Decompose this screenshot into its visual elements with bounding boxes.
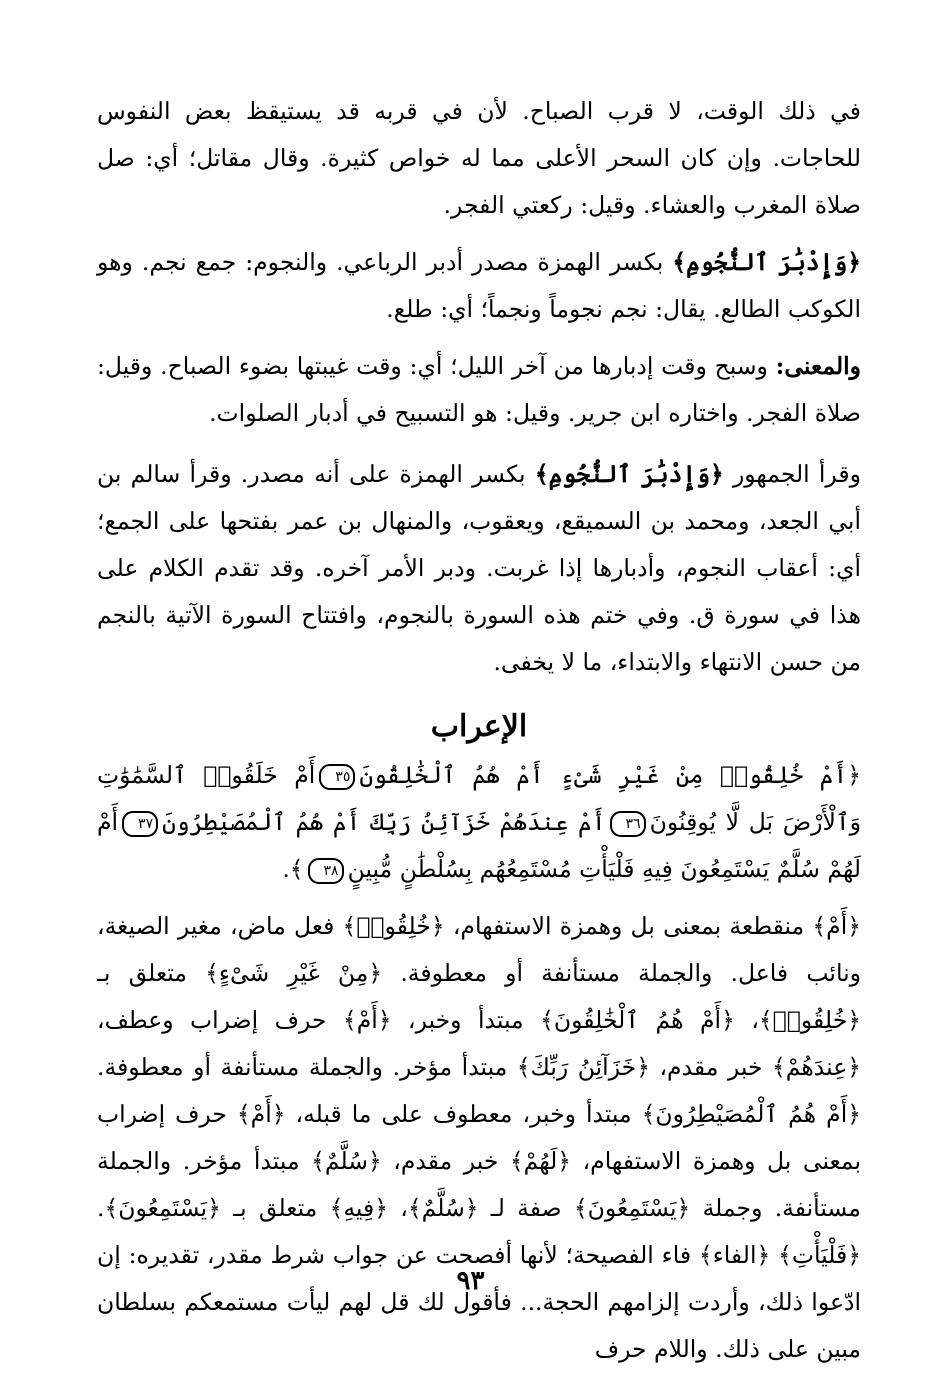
paragraph-readings [97,451,861,686]
paragraph-text: وسبح وقت إدبارها من آخر الليل؛ أي: وقت غيبتها بضوء الصباح. وقيل: صلاة الفجر. واختاره ابن جرير. وقيل: هو التسبيح في أدبار الصلوات. [97,352,861,427]
paragraph-text: بكسر الهمزة مصدر أدبر الرباعي. والنجوم: جمع نجم. وهو الكوكب الطالع. يقال: نجم نجوماً ونجماً؛ أي: طلع. [97,248,861,323]
quran-quote: ﴿وَإِدْبَٰرَ ٱلنُّجُومِ﴾ [672,248,861,276]
quran-closing-bracket: ﴾. [282,855,304,883]
paragraph-meaning [97,343,861,437]
paragraph-idbar-reading [97,239,861,333]
quran-verses [97,752,861,893]
ayah-number-marker: ٣٥ [319,764,355,790]
section-heading: الإعراب [430,709,528,744]
quran-verse-37: أَمْ عِندَهُمْ خَزَآئِنُ رَبِّكَ أَمْ هُمُ ٱلْمُصَيْطِرُونَ [162,808,606,836]
ayah-number-marker: ٣٦ [610,811,646,837]
ayah-number-marker: ٣٨ [308,858,344,884]
ayah-number-marker: ٣٧ [122,811,158,837]
paragraph-time-explanation: في ذلك الوقت، لا قرب الصباح. لأن في قربه قد يستيقظ بعض النفوس للحاجات. وإن كان السحر الأعلى مما له خواص كثيرة. وقال مقاتل؛ أي: صل صلاة المغرب والعشاء. وقيل: ركعتي الفجر. [97,97,861,219]
page-number: ٩٣ [456,1266,485,1296]
quran-verse-36: أَمْ خَلَقُوا۟ ٱلسَّمَٰوَٰتِ وَٱلْأَرْضَ بَل لَّا يُوقِنُونَ [97,761,861,836]
meaning-label: والمعنى: [775,352,861,380]
paragraph-text: بكسر الهمزة على أنه مصدر. وقرأ سالم بن أبي الجعد، ومحمد بن السميقع، ويعقوب، والمنهال بن عمر بفتحها على الجمع؛ أي: أعقاب النجوم، وأدبارها إذا غربت. ودبر الأمر آخره. وقد تقدم الكلام على هذا في سورة ق. وفي ختم هذه السورة بالنجوم، وافتتاح السورة الآتية بالنجم من حسن الانتهاء والابتداء، ما لا يخفى. [97,460,861,676]
quran-verse-38: أَمْ لَهُمْ سُلَّمٌ يَسْتَمِعُونَ فِيهِ فَلْيَأْتِ مُسْتَمِعُهُم بِسُلْطَٰنٍ مُّبِينٍ [97,808,861,883]
paragraph-text: وقرأ الجمهور [723,460,861,488]
quran-verse-35: ﴿أَمْ خُلِقُوا۟ مِنْ غَيْرِ شَىْءٍ أَمْ هُمُ ٱلْخَٰلِقُونَ [359,761,861,789]
quran-quote: ﴿وَإِدْبَٰرَ ٱلنُّجُومِ﴾ [534,460,724,488]
paragraph-irab-analysis: ﴿أَمْ﴾ منقطعة بمعنى بل وهمزة الاستفهام، ﴿خُلِقُوا۟﴾ فعل ماض، مغير الصيغة، ونائب فاعل. والجملة مستأنفة أو معطوفة. ﴿مِنْ غَيْرِ شَىْءٍ﴾ متعلق بـ ﴿خُلِقُوا۟﴾، ﴿أَمْ هُمُ ٱلْخَٰلِقُونَ﴾ مبتدأ وخبر، ﴿أَمْ﴾ حرف إضراب وعطف، ﴿عِندَهُمْ﴾ خبر مقدم، ﴿خَزَآئِنُ رَبِّكَ﴾ مبتدأ مؤخر. والجملة مستأنفة أو معطوفة. ﴿أَمْ هُمُ ٱلْمُصَيْطِرُونَ﴾ مبتدأ وخبر، معطوف على ما قبله، ﴿أَمْ﴾ حرف إضراب بمعنى بل وهمزة الاستفهام، ﴿لَهُمْ﴾ خبر مقدم، ﴿سُلَّمٌ﴾ مبتدأ مؤخر. والجملة مستأنفة. وجملة ﴿يَسْتَمِعُونَ﴾ صفة لـ ﴿سُلَّمٌ﴾، ﴿فِيهِ﴾ متعلق بـ ﴿يَسْتَمِعُونَ﴾. ﴿فَلْيَأْتِ﴾ ﴿الفاء﴾ فاء الفصيحة؛ لأنها أفصحت عن جواب شرط مقدر، تقديره: إن ادّعوا ذلك، وأردت إلزامهم الحجة... فأقول لك قل لهم ليأت مستمعكم بسلطان مبين على ذلك. واللام حرف [97,912,861,1363]
